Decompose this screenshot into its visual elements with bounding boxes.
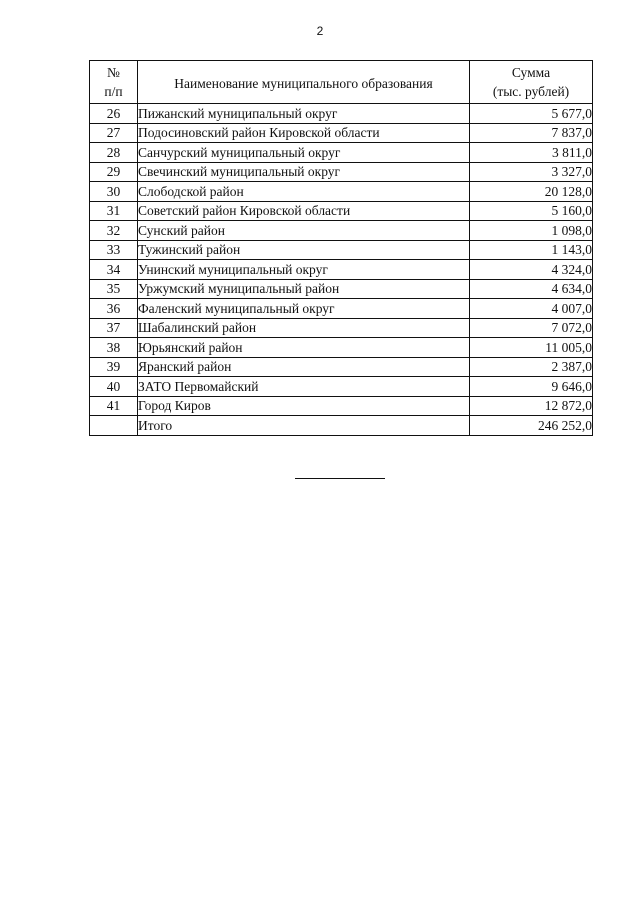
row-name: Юрьянский район bbox=[138, 338, 470, 358]
table-footer bbox=[90, 416, 593, 436]
row-sum: 7 837,0 bbox=[470, 123, 593, 143]
header-sum bbox=[470, 61, 593, 104]
table-row bbox=[90, 182, 593, 202]
row-sum: 4 634,0 bbox=[470, 279, 593, 299]
table-row bbox=[90, 201, 593, 221]
table-row bbox=[90, 260, 593, 280]
total-sum: 246 252,0 bbox=[470, 416, 593, 436]
total-row bbox=[90, 416, 593, 436]
page-number: 2 bbox=[316, 24, 324, 38]
row-name: Унинский муниципальный округ bbox=[138, 260, 470, 280]
row-sum: 3 811,0 bbox=[470, 143, 593, 163]
row-number: 26 bbox=[90, 104, 138, 124]
header-number-line2: п/п bbox=[104, 84, 123, 99]
table-row bbox=[90, 143, 593, 163]
row-sum: 1 143,0 bbox=[470, 240, 593, 260]
row-name: Город Киров bbox=[138, 396, 470, 416]
row-name: Свечинский муниципальный округ bbox=[138, 162, 470, 182]
row-number: 34 bbox=[90, 260, 138, 280]
table-header-row bbox=[90, 61, 593, 104]
row-number: 32 bbox=[90, 221, 138, 241]
row-sum: 20 128,0 bbox=[470, 182, 593, 202]
row-number: 40 bbox=[90, 377, 138, 397]
separator-line bbox=[295, 478, 385, 479]
row-name: Советский район Кировской области bbox=[138, 201, 470, 221]
row-name: Слободской район bbox=[138, 182, 470, 202]
header-name-label: Наименование муниципального образования bbox=[174, 75, 433, 91]
table-header bbox=[90, 61, 593, 104]
table-body bbox=[90, 104, 593, 416]
row-number: 28 bbox=[90, 143, 138, 163]
row-number: 39 bbox=[90, 357, 138, 377]
row-number: 35 bbox=[90, 279, 138, 299]
header-name bbox=[138, 61, 470, 104]
row-name: Уржумский муниципальный район bbox=[138, 279, 470, 299]
table-row bbox=[90, 299, 593, 319]
row-number: 36 bbox=[90, 299, 138, 319]
row-sum: 1 098,0 bbox=[470, 221, 593, 241]
row-number: 38 bbox=[90, 338, 138, 358]
row-name: Санчурский муниципальный округ bbox=[138, 143, 470, 163]
total-number bbox=[90, 416, 138, 436]
row-sum: 2 387,0 bbox=[470, 357, 593, 377]
row-name: Пижанский муниципальный округ bbox=[138, 104, 470, 124]
row-number: 41 bbox=[90, 396, 138, 416]
row-sum: 5 160,0 bbox=[470, 201, 593, 221]
row-sum: 5 677,0 bbox=[470, 104, 593, 124]
row-name: Сунский район bbox=[138, 221, 470, 241]
header-sum-line2: (тыс. рублей) bbox=[492, 84, 570, 99]
table-row bbox=[90, 357, 593, 377]
table-row bbox=[90, 221, 593, 241]
table-row bbox=[90, 162, 593, 182]
table-row bbox=[90, 318, 593, 338]
row-name: Подосиновский район Кировской области bbox=[138, 123, 470, 143]
row-number: 33 bbox=[90, 240, 138, 260]
row-number: 27 bbox=[90, 123, 138, 143]
row-number: 30 bbox=[90, 182, 138, 202]
row-sum: 7 072,0 bbox=[470, 318, 593, 338]
table-row bbox=[90, 377, 593, 397]
row-name: Шабалинский район bbox=[138, 318, 470, 338]
row-sum: 11 005,0 bbox=[470, 338, 593, 358]
total-label: Итого bbox=[138, 416, 470, 436]
row-name: Фаленский муниципальный округ bbox=[138, 299, 470, 319]
row-sum: 3 327,0 bbox=[470, 162, 593, 182]
row-name: Тужинский район bbox=[138, 240, 470, 260]
table-row bbox=[90, 123, 593, 143]
table-row bbox=[90, 240, 593, 260]
header-number-line1: № bbox=[107, 65, 120, 80]
table-row bbox=[90, 338, 593, 358]
table-row bbox=[90, 396, 593, 416]
row-sum: 9 646,0 bbox=[470, 377, 593, 397]
row-sum: 12 872,0 bbox=[470, 396, 593, 416]
table-row bbox=[90, 279, 593, 299]
row-name: Яранский район bbox=[138, 357, 470, 377]
row-number: 37 bbox=[90, 318, 138, 338]
row-number: 31 bbox=[90, 201, 138, 221]
row-sum: 4 007,0 bbox=[470, 299, 593, 319]
table-row bbox=[90, 104, 593, 124]
header-number bbox=[90, 61, 138, 104]
row-name: ЗАТО Первомайский bbox=[138, 377, 470, 397]
header-sum-line1: Сумма bbox=[511, 65, 551, 80]
allocation-table bbox=[89, 60, 593, 436]
row-sum: 4 324,0 bbox=[470, 260, 593, 280]
row-number: 29 bbox=[90, 162, 138, 182]
